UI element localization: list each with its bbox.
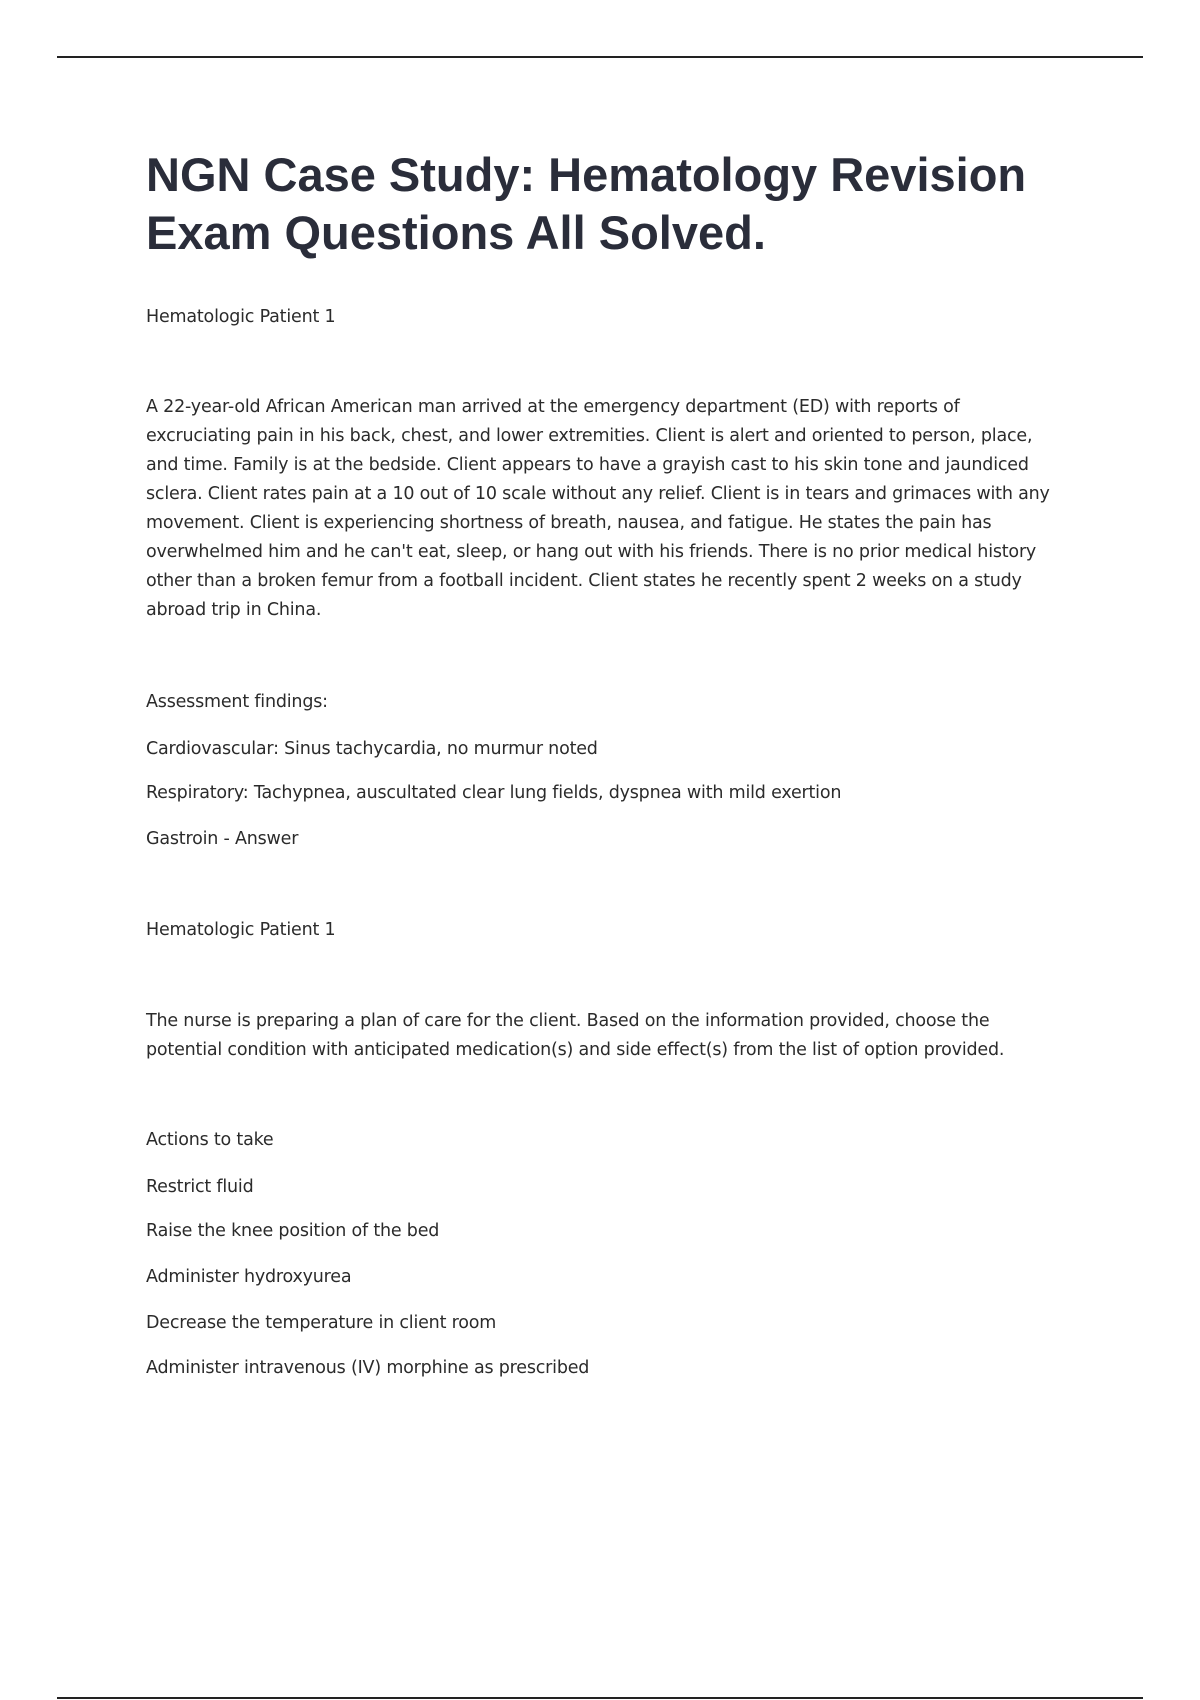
scenario-line: other than a broken femur from a football incident. Client states he recently spent 2 weeks on a study — [146, 571, 1022, 591]
action-item: Administer intravenous (IV) morphine as prescribed — [146, 1358, 590, 1378]
scenario-line: sclera. Client rates pain at a 10 out of 10 scale without any relief. Client is in tears and grimaces with any — [146, 484, 1050, 504]
action-item: Restrict fluid — [146, 1177, 254, 1197]
scenario-paragraph — [146, 393, 1050, 625]
scenario-line: movement. Client is experiencing shortness of breath, nausea, and fatigue. He states the pain has — [146, 513, 992, 533]
assessment-cardiovascular: Cardiovascular: Sinus tachycardia, no murmur noted — [146, 739, 598, 759]
scenario-line: and time. Family is at the bedside. Client appears to have a grayish cast to his skin tone and jaundiced — [146, 455, 1029, 475]
question-paragraph — [146, 1007, 1004, 1065]
scenario-line: excruciating pain in his back, chest, and lower extremities. Client is alert and oriented to person, place, — [146, 426, 1033, 446]
section-heading: Hematologic Patient 1 — [146, 307, 336, 327]
document-title: NGN Case Study: Hematology Revision Exam Questions All Solved. — [146, 148, 1027, 259]
action-item: Administer hydroxyurea — [146, 1267, 352, 1287]
scenario-line: overwhelmed him and he can't eat, sleep, or hang out with his friends. There is no prior medical history — [146, 542, 1037, 562]
scenario-line: abroad trip in China. — [146, 600, 322, 620]
assessment-label: Assessment findings: — [146, 692, 328, 712]
bottom-rule — [57, 1697, 1143, 1699]
question-line: The nurse is preparing a plan of care for the client. Based on the information provided, choose the — [146, 1011, 990, 1031]
action-item: Decrease the temperature in client room — [146, 1313, 497, 1333]
question-line: potential condition with anticipated medication(s) and side effect(s) from the list of option provided. — [146, 1040, 1005, 1060]
section-heading: Hematologic Patient 1 — [146, 920, 336, 940]
actions-label: Actions to take — [146, 1130, 274, 1150]
top-rule — [57, 56, 1143, 58]
assessment-gastro: Gastroin - Answer — [146, 829, 299, 849]
scenario-line: A 22-year-old African American man arrived at the emergency department (ED) with reports of — [146, 397, 960, 417]
action-item: Raise the knee position of the bed — [146, 1221, 440, 1241]
assessment-respiratory: Respiratory: Tachypnea, auscultated clear lung fields, dyspnea with mild exertion — [146, 783, 842, 803]
